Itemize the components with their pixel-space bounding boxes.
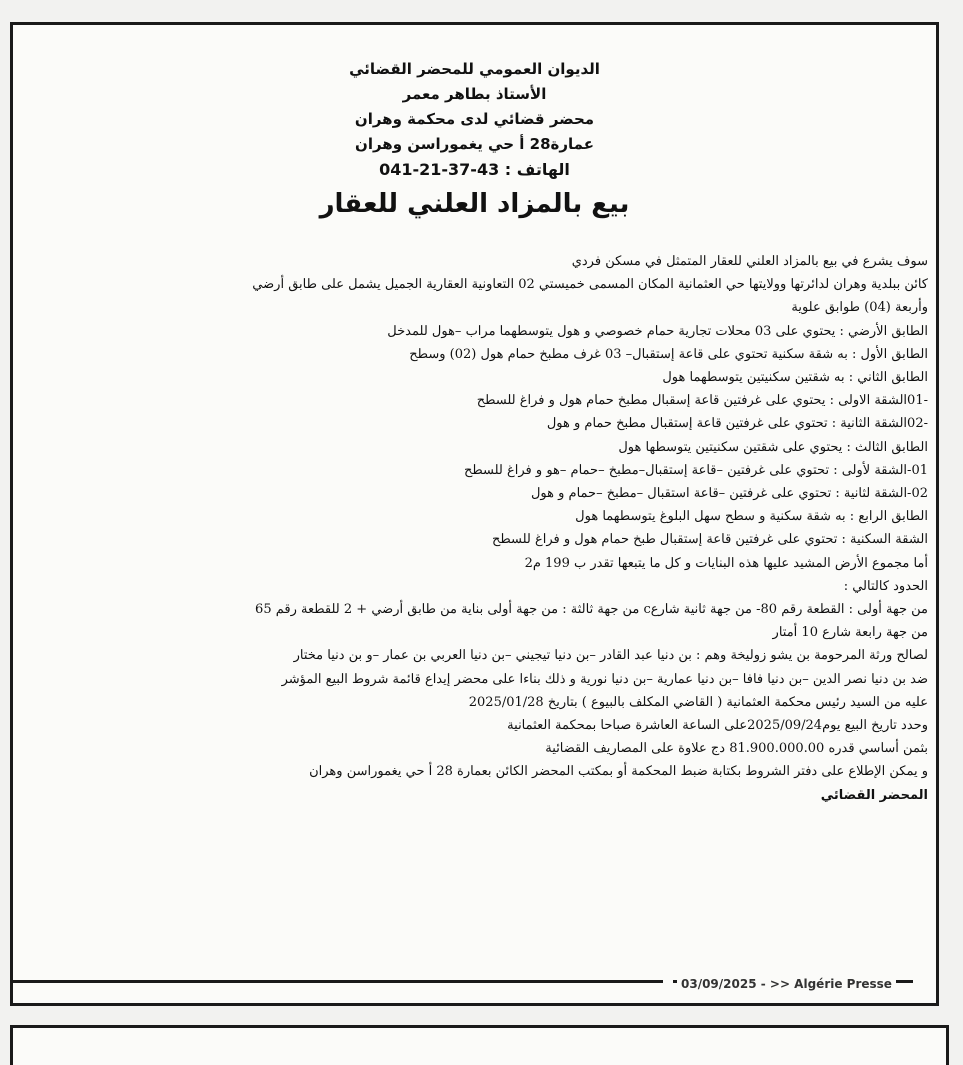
body-line: الطابق الثالث : يحتوي على شقتين سكنيتين يتوسطها هول [618,439,928,455]
body-line: الحدود كالتالي : [843,578,928,594]
body-line: الطابق الأرضي : يحتوي على 03 محلات تجارية حمام خصوصي و هول يتوسطهما مراب –هول للمدخل [387,323,928,339]
body-line: 02-الشقة لثانية : تحتوي على غرفتين –قاعة استقبال –مطبخ –حمام و هول [530,486,928,502]
body-line: ضد بن دنيا نصر الدين –بن دنيا فافا –بن دنيا عمارية –بن دنيا نورية و ذلك بناءا على محضر إيداع قائمة شروط البيع المؤشر [281,671,928,687]
bailiff-name: الأستاذ بطاهر معمر [402,85,547,103]
body-line: وحدد تاريخ البيع يوم2025/09/24على الساعة العاشرة صباحا بمحكمة العثمانية [507,718,928,734]
body-line: من جهة أولى : القطعة رقم 80- من جهة ثانية شارعc من جهة ثالثة : من جهة أولى بناية من طابق أرضي + 2 للقطعة رقم 65 [255,602,928,618]
body-line: سوف يشرع في بيع بالمزاد العلني للعقار المتمثل في مسكن فردي [571,254,928,269]
body-line: أما مجموع الأرض المشيد عليها هذه البنايات و كل ما يتبعها تقدر ب 199 م2 [524,555,928,571]
body-line: من جهة رابعة شارع 10 أمتار [772,625,928,641]
phone-line [13,157,936,182]
body-line: الطابق الأول : به شقة سكنية تحتوي على قاعة إستقبال– 03 غرف مطبخ حمام هول (02) وسطح [409,346,928,362]
body-line: لصالح ورثة المرحومة بن يشو زوليخة وهم : بن دنيا عبد القادر –بن دنيا تيجيني –بن دنيا العربي بن عمار –و بن دنيا مختار [293,648,928,664]
phone-label: الهاتف : [504,160,570,179]
phone-number: 041-21-37-43 [379,160,500,179]
body-line: و يمكن الإطلاع على دفتر الشروط بكتابة ضبط المحكمة أو بمكتب المحضر الكائن بعمارة 28 أ حي يغموراسن وهران [309,764,928,780]
header [13,57,936,224]
body-line: كائن ببلدية وهران لدائرتها وولايتها حي العثمانية المكان المسمى خميستي 02 التعاونية العقارية الجميل يشمل على طابق أرضي [252,277,928,293]
body-line: -01الشقة الاولى : يحتوي على غرفتين قاعة إسقبال مطبخ حمام هول و فراغ للسطح [476,393,928,409]
bailiff-court: محضر قضائي لدى محكمة وهران [354,110,595,128]
body-line: الطابق الثاني : به شقتين سكنيتين يتوسطهما هول [662,370,928,386]
body-line: بثمن أساسي قدره 81.900.000.00 دج علاوة على المصاريف القضائية [545,741,928,757]
body-line: الطابق الرابع : به شقة سكنية و سطح سهل البلوغ يتوسطهما هول [575,509,928,525]
office-address: عمارة28 أ حي يغموراسن وهران [355,135,594,153]
body-line: وأربعة (04) طوابق علوية [791,300,928,316]
body-line: 01-الشقة لأولى : تحتوي على غرفتين –قاعة إستقبال–مطبخ –حمام –هو و فراغ للسطح [463,462,928,478]
next-announcement-frame [10,1025,949,1065]
body-line: -02الشقة الثانية : تحتوي على غرفتين قاعة إستقبال مطبخ حمام و هول [546,416,928,432]
body-line: عليه من السيد رئيس محكمة العثمانية ( القاضي المكلف بالبيوع ) بتاريخ 2025/01/28 [468,694,928,710]
signature: المحضر القضائي [820,787,928,803]
office-name: الديوان العمومي للمحضر القضائي [349,60,600,78]
announcement-frame [10,22,939,1006]
footer-divider-left [13,980,663,983]
announcement-body [19,250,928,807]
body-line: الشقة السكنية : تحتوي على غرفتين قاعة إستقبال طبخ حمام هول و فراغ للسطح [491,532,928,548]
source-date-label: 03/09/2025 - >> Algérie Presse [677,977,896,991]
announcement-title: بيع بالمزاد العلني للعقار [319,189,630,219]
